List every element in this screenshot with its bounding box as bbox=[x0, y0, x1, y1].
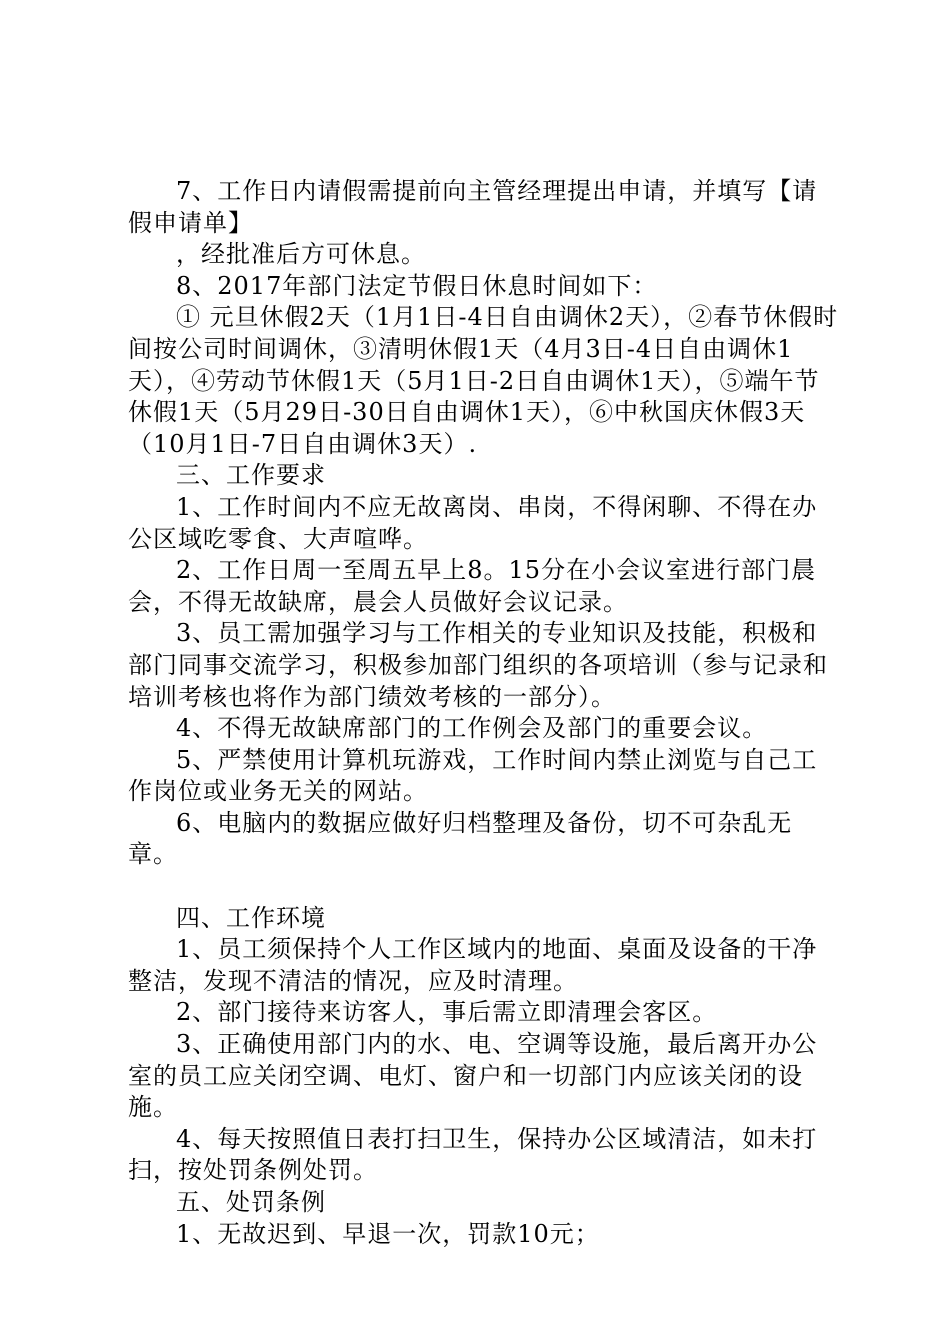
paragraph-requirement-3: 3、员工需加强学习与工作相关的专业知识及技能，积极和部门同事交流学习，积极参加部门组织的各项培训（参与记录和培训考核也将作为部门绩效考核的一部分）。 bbox=[128, 619, 828, 711]
paragraph-requirement-4: 4、不得无故缺席部门的工作例会及部门的重要会议。 bbox=[176, 714, 768, 743]
paragraph-environment-4: 4、每天按照值日表打扫卫生，保持办公区域清洁，如未打扫，按处罚条例处罚。 bbox=[128, 1124, 818, 1185]
section-heading-penalties: 五、处罚条例 bbox=[176, 1188, 326, 1216]
paragraph-environment-1: 1、员工须保持个人工作区域内的地面、桌面及设备的干净整洁，发现不清洁的情况，应及时清理。 bbox=[128, 935, 818, 995]
paragraph-holiday-intro: 8、2017年部门法定节假日休息时间如下： bbox=[176, 271, 658, 300]
paragraph-requirement-1: 1、工作时间内不应无故离岗、串岗，不得闲聊、不得在办公区域吃零食、大声喧哗。 bbox=[128, 492, 818, 553]
paragraph-leave-approval: ，经批准后方可休息。 bbox=[176, 240, 426, 269]
section-heading-work-environment: 四、工作环境 bbox=[176, 903, 326, 932]
paragraph-environment-3: 3、正确使用部门内的水、电、空调等设施，最后离开办公室的员工应关闭空调、电灯、窗户和一切部门内应该关闭的设施。 bbox=[128, 1030, 818, 1122]
section-heading-work-requirements: 三、工作要求 bbox=[176, 461, 326, 490]
paragraph-requirement-5: 5、严禁使用计算机玩游戏，工作时间内禁止浏览与自己工作岗位或业务无关的网站。 bbox=[128, 745, 818, 806]
paragraph-holiday-list: ① 元旦休假2天（1月1日-4日自由调休2天），②春节休假时间按公司时间调休，③清明休假1天（4月3日-4日自由调休1天），④劳动节休假1天（5月1日-2日自由调休1天），⑤端午节休假1天（5月29日-30日自由调休1天），⑥中秋国庆休假3天（10月1日-7日自由调休3天）. bbox=[128, 303, 839, 458]
paragraph-environment-2: 2、部门接待来访客人，事后需立即清理会客区。 bbox=[176, 998, 718, 1027]
paragraph-requirement-6: 6、电脑内的数据应做好归档整理及备份，切不可杂乱无章。 bbox=[128, 808, 793, 869]
paragraph-leave-request: 7、工作日内请假需提前向主管经理提出申请，并填写【请假申请单】 bbox=[128, 177, 818, 237]
document-body bbox=[128, 176, 840, 1250]
paragraph-requirement-2: 2、工作日周一至周五早上8。15分在小会议室进行部门晨会，不得无故缺席，晨会人员做好会议记录。 bbox=[128, 556, 817, 616]
paragraph-penalty-1: 1、无故迟到、早退一次，罚款10元； bbox=[176, 1219, 600, 1248]
